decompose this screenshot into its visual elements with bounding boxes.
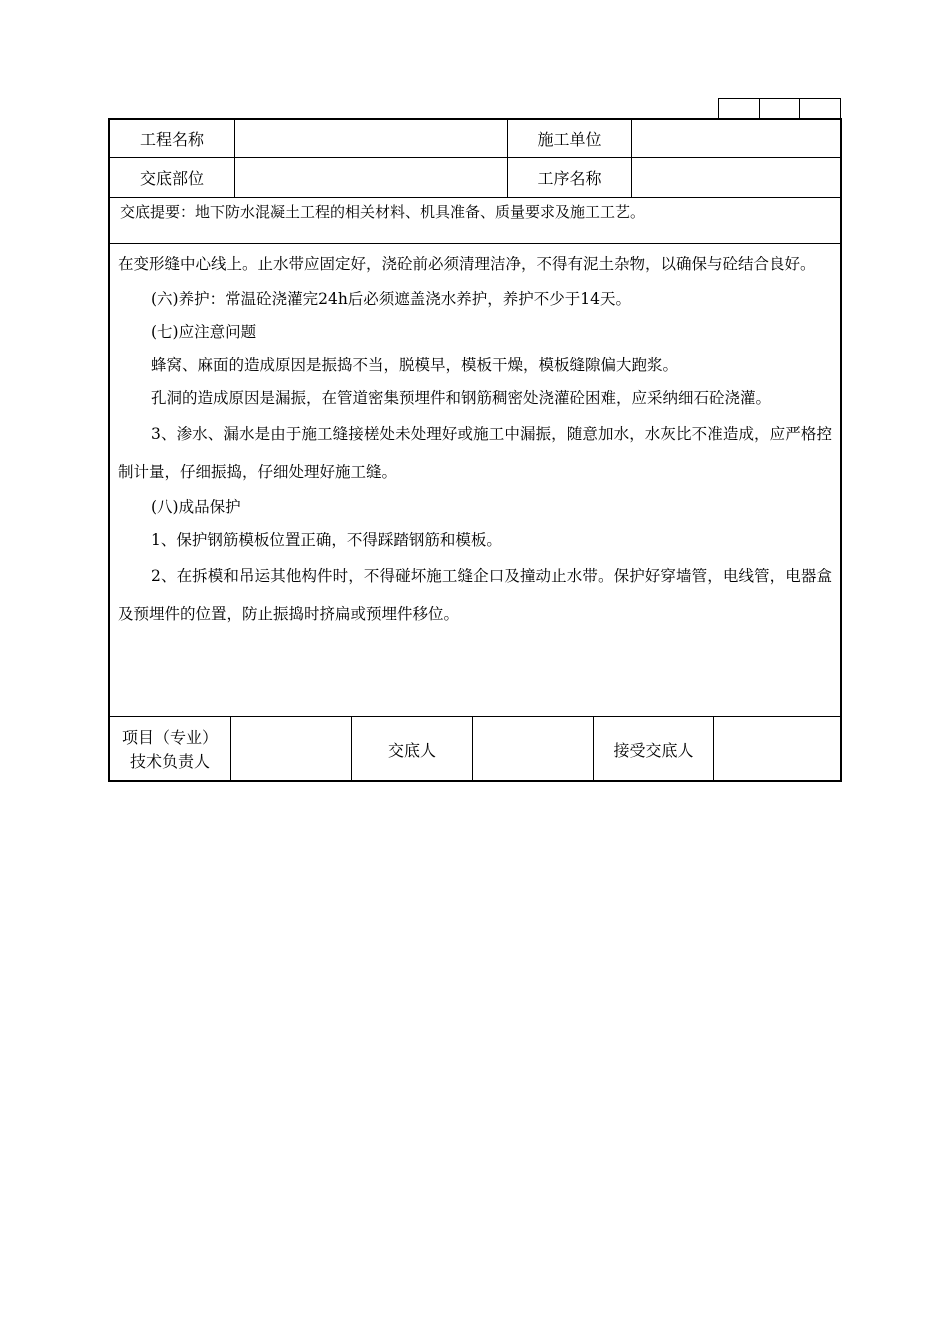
document-code-boxes (718, 98, 841, 118)
receiver-signature[interactable] (713, 717, 840, 782)
row-summary (110, 198, 840, 244)
process-name-label: 工序名称 (507, 158, 631, 197)
body-paragraph: 孔洞的造成原因是漏振，在管道密集预埋件和钢筋稠密处浇灌砼困难，应采纳细石砼浇灌。 (151, 389, 772, 407)
body-paragraph: 蜂窝、麻面的造成原因是振捣不当，脱模早，模板干燥，模板缝隙偏大跑浆。 (151, 356, 679, 374)
construction-unit-label: 施工单位 (507, 120, 631, 157)
disclosure-summary: 交底提要：地下防水混凝土工程的相关材料、机具准备、质量要求及施工工艺。 (120, 203, 646, 221)
tech-lead-label-line2: 技术负责人 (129, 751, 210, 771)
disclosure-body (110, 245, 840, 633)
signature-row (110, 716, 840, 782)
code-box (800, 99, 840, 118)
body-paragraph: (七)应注意问题 (151, 323, 257, 341)
discloser-signature[interactable] (472, 717, 593, 782)
body-paragraph: 1、保护钢筋模板位置正确，不得踩踏钢筋和模板。 (151, 531, 502, 549)
receiver-label: 接受交底人 (593, 717, 713, 782)
body-paragraph: (八)成品保护 (151, 498, 241, 516)
disclosure-part-label: 交底部位 (139, 169, 204, 188)
body-paragraph: 在变形缝中心线上。止水带应固定好，浇砼前必须清理洁净，不得有泥土杂物，以确保与砼结合良好。 (118, 255, 816, 273)
body-paragraph: 2、在拆模和吊运其他构件时，不得碰坏施工缝企口及撞动止水带。保护好穿墙管，电线管，电器盒及预埋件的位置，防止振捣时挤扁或预埋件移位。 (118, 567, 832, 623)
discloser-label: 交底人 (351, 717, 472, 782)
code-box (719, 99, 760, 118)
tech-lead-signature[interactable] (230, 717, 351, 782)
body-paragraph: (六)养护：常温砼浇灌完24h后必须遮盖浇水养护，养护不少于14天。 (151, 290, 632, 308)
process-name-value[interactable] (631, 158, 840, 197)
project-name-label: 工程名称 (139, 130, 204, 149)
project-name-value[interactable] (234, 120, 507, 157)
body-paragraph: 3、渗水、漏水是由于施工缝接槎处未处理好或施工中漏振，随意加水，水灰比不准造成，应严格控制计量，仔细振捣，仔细处理好施工缝。 (118, 425, 832, 481)
disclosure-form (108, 118, 842, 782)
row-project-name (110, 120, 840, 158)
tech-lead-label (110, 717, 230, 782)
construction-unit-value[interactable] (631, 120, 840, 157)
tech-lead-label-line1: 项目（专业） (121, 727, 218, 747)
row-disclosure-part (110, 158, 840, 198)
disclosure-part-value[interactable] (234, 158, 507, 197)
code-box (760, 99, 801, 118)
